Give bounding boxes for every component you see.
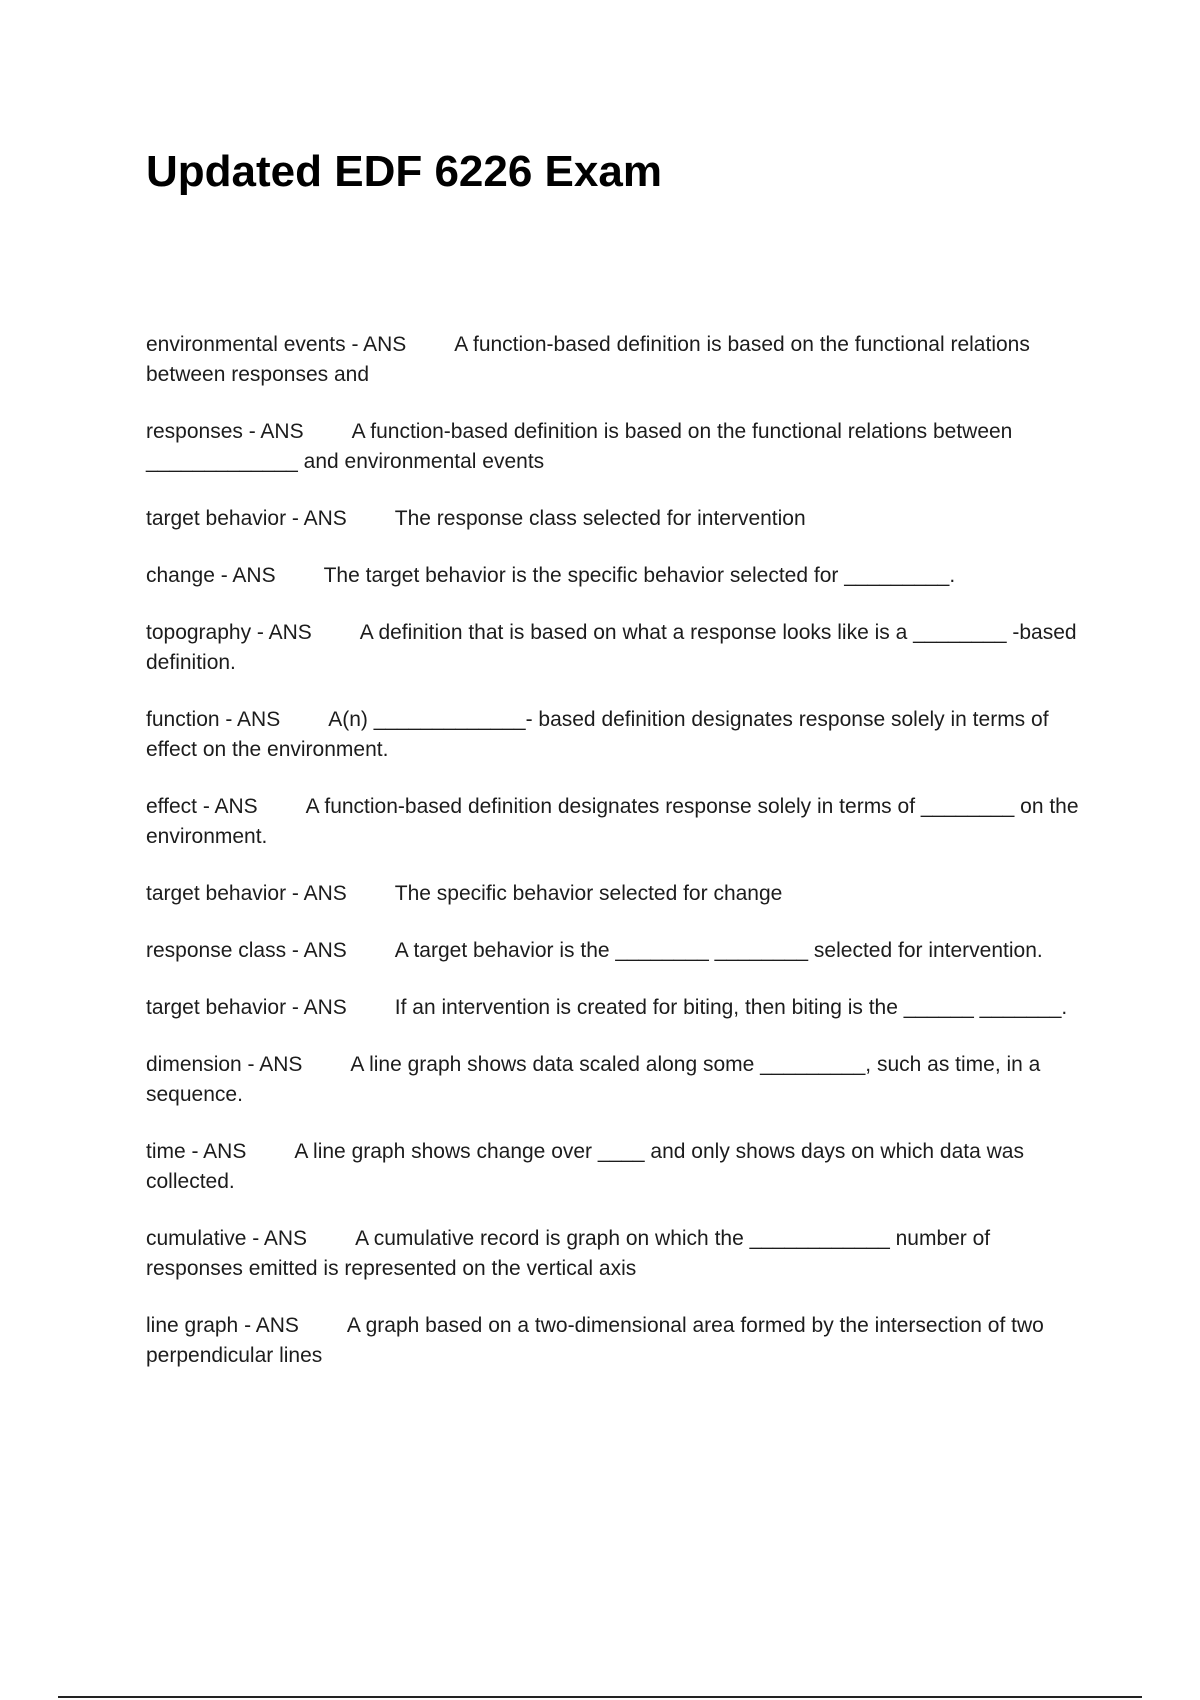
entry-term: response class - ANS	[146, 939, 347, 962]
flashcard-entry	[146, 504, 1086, 534]
flashcard-entry	[146, 561, 1086, 591]
entry-definition: A definition that is based on what a response looks like is a ________ -based definition.	[146, 621, 1077, 674]
entry-definition: A(n) _____________- based definition designates response solely in terms of effect on the environment.	[146, 708, 1049, 761]
entry-term: target behavior - ANS	[146, 882, 347, 905]
flashcard-list	[146, 330, 1086, 1398]
entry-definition: A function-based definition is based on the functional relations between responses and	[146, 333, 1030, 386]
entry-definition: If an intervention is created for biting, then biting is the ______ _______.	[394, 996, 1068, 1019]
flashcard-entry	[146, 879, 1086, 909]
entry-definition: A graph based on a two-dimensional area formed by the intersection of two perpendicular lines	[146, 1314, 1044, 1367]
entry-term: target behavior - ANS	[146, 507, 347, 530]
flashcard-entry	[146, 618, 1086, 678]
flashcard-entry	[146, 792, 1086, 852]
entry-term: line graph - ANS	[146, 1314, 299, 1337]
flashcard-entry	[146, 705, 1086, 765]
entry-term: function - ANS	[146, 708, 281, 731]
entry-definition: A line graph shows change over ____ and only shows days on which data was collected.	[146, 1140, 1024, 1193]
flashcard-entry	[146, 1224, 1086, 1284]
footer-divider	[58, 1696, 1142, 1698]
entry-term: cumulative - ANS	[146, 1227, 308, 1250]
entry-term: change - ANS	[146, 564, 276, 587]
entry-term: time - ANS	[146, 1140, 247, 1163]
flashcard-entry	[146, 417, 1086, 477]
entry-definition: The specific behavior selected for change	[394, 882, 783, 905]
flashcard-entry	[146, 1137, 1086, 1197]
entry-term: responses - ANS	[146, 420, 304, 443]
entry-definition: A cumulative record is graph on which the ____________ number of responses emitted is represented on the vertical axis	[146, 1227, 991, 1280]
flashcard-entry	[146, 1050, 1086, 1110]
entry-term: effect - ANS	[146, 795, 258, 818]
entry-term: topography - ANS	[146, 621, 312, 644]
entry-definition: A line graph shows data scaled along some _________, such as time, in a sequence.	[146, 1053, 1041, 1106]
flashcard-entry	[146, 1311, 1086, 1371]
flashcard-entry	[146, 330, 1086, 390]
entry-definition: A target behavior is the ________ ________ selected for intervention.	[394, 939, 1043, 962]
entry-term: target behavior - ANS	[146, 996, 347, 1019]
entry-definition: The target behavior is the specific behavior selected for _________.	[323, 564, 956, 587]
flashcard-entry	[146, 993, 1086, 1023]
entry-definition: A function-based definition is based on the functional relations between _____________ and environmental events	[146, 420, 1013, 473]
entry-term: environmental events - ANS	[146, 333, 407, 356]
entry-definition: A function-based definition designates response solely in terms of ________ on the environment.	[146, 795, 1079, 848]
document-title: Updated EDF 6226 Exam	[146, 147, 662, 196]
entry-term: dimension - ANS	[146, 1053, 303, 1076]
flashcard-entry	[146, 936, 1086, 966]
entry-definition: The response class selected for intervention	[394, 507, 806, 530]
